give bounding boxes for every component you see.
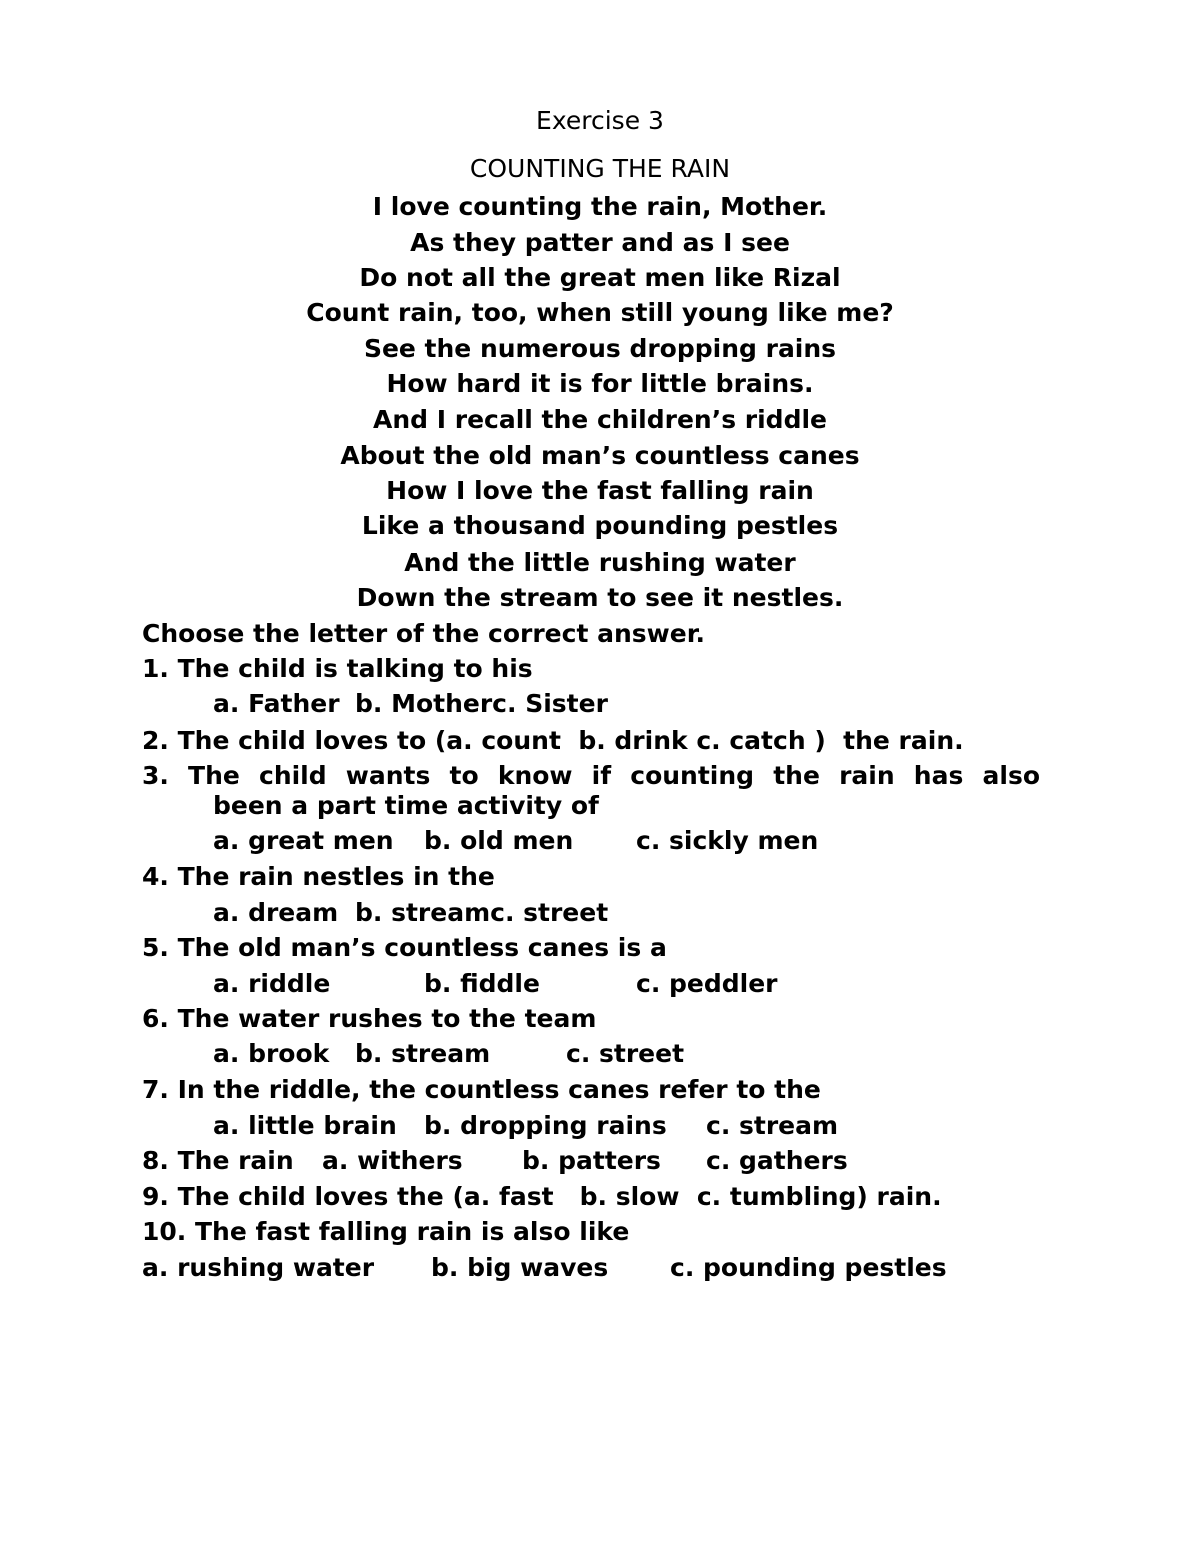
question-6: 6. The water rushes to the team bbox=[142, 1004, 597, 1033]
question-7: 7. In the riddle, the countless canes refer to the bbox=[142, 1075, 821, 1104]
question-9: 9. The child loves the (a. fast b. slow c. tumbling) rain. bbox=[142, 1182, 942, 1211]
question-word: counting bbox=[630, 761, 755, 790]
option: b. fiddle bbox=[424, 969, 540, 998]
question-8: 8. The rain bbox=[142, 1146, 294, 1175]
option: c. gathers bbox=[706, 1146, 848, 1175]
question-1: 1. The child is talking to his bbox=[142, 654, 533, 683]
option: a. rushing water bbox=[142, 1253, 375, 1282]
question-word: the bbox=[773, 761, 820, 790]
question-word: The bbox=[188, 761, 240, 790]
question-word: to bbox=[449, 761, 479, 790]
poem-line: About the old man’s countless canes bbox=[340, 441, 860, 470]
poem-line: Down the stream to see it nestles. bbox=[356, 583, 844, 612]
option: c. pounding pestles bbox=[670, 1253, 947, 1282]
option: b. streamc. street bbox=[355, 898, 609, 927]
option: b. dropping rains bbox=[424, 1111, 667, 1140]
option: b. Motherc. Sister bbox=[355, 689, 608, 718]
option: b. stream bbox=[355, 1039, 491, 1068]
poem-line: How I love the fast falling rain bbox=[386, 476, 814, 505]
poem-line: Like a thousand pounding pestles bbox=[361, 511, 839, 540]
question-word: 3. bbox=[142, 761, 169, 790]
poem-line: As they patter and as I see bbox=[410, 228, 790, 257]
option: a. riddle bbox=[213, 969, 331, 998]
option: b. old men bbox=[424, 826, 574, 855]
option: a. withers bbox=[322, 1146, 463, 1175]
question-4: 4. The rain nestles in the bbox=[142, 862, 495, 891]
option: c. stream bbox=[706, 1111, 839, 1140]
poem-title: COUNTING THE RAIN bbox=[469, 154, 731, 183]
question-5: 5. The old man’s countless canes is a bbox=[142, 933, 667, 962]
poem-line: Do not all the great men like Rizal bbox=[359, 263, 841, 292]
option: a. little brain bbox=[213, 1111, 397, 1140]
question-10: 10. The fast falling rain is also like bbox=[142, 1217, 630, 1246]
option: c. peddler bbox=[636, 969, 778, 998]
question-word: know bbox=[497, 761, 573, 790]
instructions: Choose the letter of the correct answer. bbox=[142, 619, 705, 648]
question-word: child bbox=[259, 761, 327, 790]
option: b. patters bbox=[522, 1146, 661, 1175]
question-2: 2. The child loves to (a. count b. drink c. catch ) the rain. bbox=[142, 726, 964, 755]
question-3 bbox=[142, 761, 1040, 791]
option: a. Father bbox=[213, 689, 340, 718]
exercise-title: Exercise 3 bbox=[536, 106, 664, 135]
question-word: if bbox=[591, 761, 612, 790]
question-word: rain bbox=[839, 761, 895, 790]
question-word: has bbox=[913, 761, 964, 790]
option: a. dream bbox=[213, 898, 339, 927]
question-3-continued: been a part time activity of bbox=[213, 791, 599, 820]
poem-line: And I recall the children’s riddle bbox=[372, 405, 827, 434]
option: b. big waves bbox=[431, 1253, 609, 1282]
question-word: wants bbox=[345, 761, 431, 790]
question-word: also bbox=[982, 761, 1040, 790]
poem-line: See the numerous dropping rains bbox=[363, 334, 837, 363]
poem-line: And the little rushing water bbox=[404, 548, 796, 577]
poem-line: How hard it is for little brains. bbox=[386, 369, 814, 398]
poem-line: Count rain, too, when still young like me? bbox=[306, 298, 894, 327]
option: a. brook bbox=[213, 1039, 330, 1068]
option: c. sickly men bbox=[636, 826, 819, 855]
option: c. street bbox=[566, 1039, 685, 1068]
poem-line: I love counting the rain, Mother. bbox=[372, 192, 828, 221]
option: a. great men bbox=[213, 826, 394, 855]
